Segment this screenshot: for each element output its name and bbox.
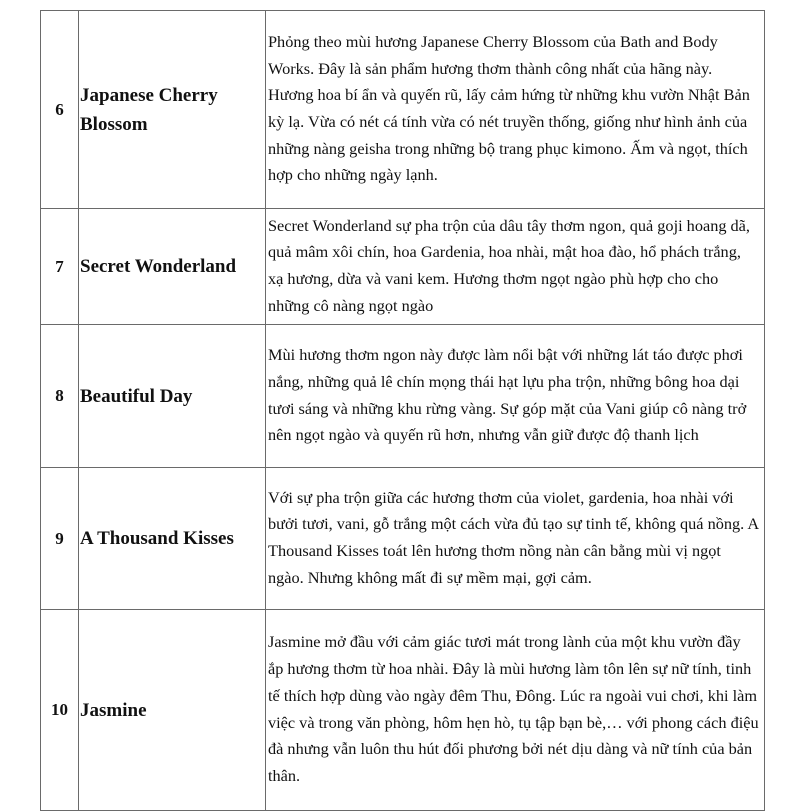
perfume-table bbox=[40, 10, 765, 811]
row-number: 8 bbox=[41, 325, 79, 468]
perfume-name: Secret Wonderland bbox=[79, 209, 266, 325]
perfume-description: Mùi hương thơm ngon này được làm nổi bật với những lát táo được phơi nắng, những quả lê chín mọng thái hạt lựu pha trộn, những bông hoa dại tươi sáng và những khu rừng vàng. Sự góp mặt của Vani giúp cô nàng trở nên ngọt ngào và quyến rũ hơn, nhưng vẫn giữ được độ thanh lịch bbox=[266, 325, 765, 468]
perfume-description: Phỏng theo mùi hương Japanese Cherry Blossom của Bath and Body Works. Đây là sản phẩm hương thơm thành công nhất của hãng này. Hương hoa bí ẩn và quyến rũ, lấy cảm hứng từ những khu vườn Nhật Bản kỳ lạ. Vừa có nét cá tính vừa có nét truyền thống, giống như hình ảnh của những nàng geisha trong những bộ trang phục kimono. Ấm và ngọt, thích hợp cho những ngày lạnh. bbox=[266, 11, 765, 209]
perfume-name: Jasmine bbox=[79, 610, 266, 811]
perfume-name: Japanese Cherry Blossom bbox=[79, 11, 266, 209]
row-number: 10 bbox=[41, 610, 79, 811]
perfume-name: A Thousand Kisses bbox=[79, 468, 266, 610]
perfume-name: Beautiful Day bbox=[79, 325, 266, 468]
row-number: 6 bbox=[41, 11, 79, 209]
table-row bbox=[41, 468, 765, 610]
table-row bbox=[41, 610, 765, 811]
table-row bbox=[41, 325, 765, 468]
table-row bbox=[41, 11, 765, 209]
perfume-description: Secret Wonderland sự pha trộn của dâu tây thơm ngon, quả goji hoang dã, quả mâm xôi chín, hoa Gardenia, hoa nhài, mật hoa đào, hổ phách trắng, xạ hương, dừa và vani kem. Hương thơm ngọt ngào phù hợp cho cho những cô nàng ngọt ngào bbox=[266, 209, 765, 325]
row-number: 7 bbox=[41, 209, 79, 325]
table-row bbox=[41, 209, 765, 325]
perfume-description: Jasmine mở đầu với cảm giác tươi mát trong lành của một khu vườn đầy ắp hương thơm từ hoa nhài. Đây là mùi hương làm tôn lên sự nữ tính, tinh tế thích hợp dùng vào ngày đêm Thu, Đông. Lúc ra ngoài vui chơi, khi làm việc và trong văn phòng, hôm hẹn hò, tụ tập bạn bè,… với phong cách điệu đà nhưng vẫn luôn thu hút đối phương bởi nét dịu dàng và nữ tính của bản thân. bbox=[266, 610, 765, 811]
perfume-description: Với sự pha trộn giữa các hương thơm của violet, gardenia, hoa nhài với bưởi tươi, vani, gỗ trắng một cách vừa đủ tạo sự tinh tế, không quá nồng. A Thousand Kisses toát lên hương thơm nồng nàn cân bằng mùi vị ngọt ngào. Nhưng không mất đi sự mềm mại, gợi cảm. bbox=[266, 468, 765, 610]
row-number: 9 bbox=[41, 468, 79, 610]
